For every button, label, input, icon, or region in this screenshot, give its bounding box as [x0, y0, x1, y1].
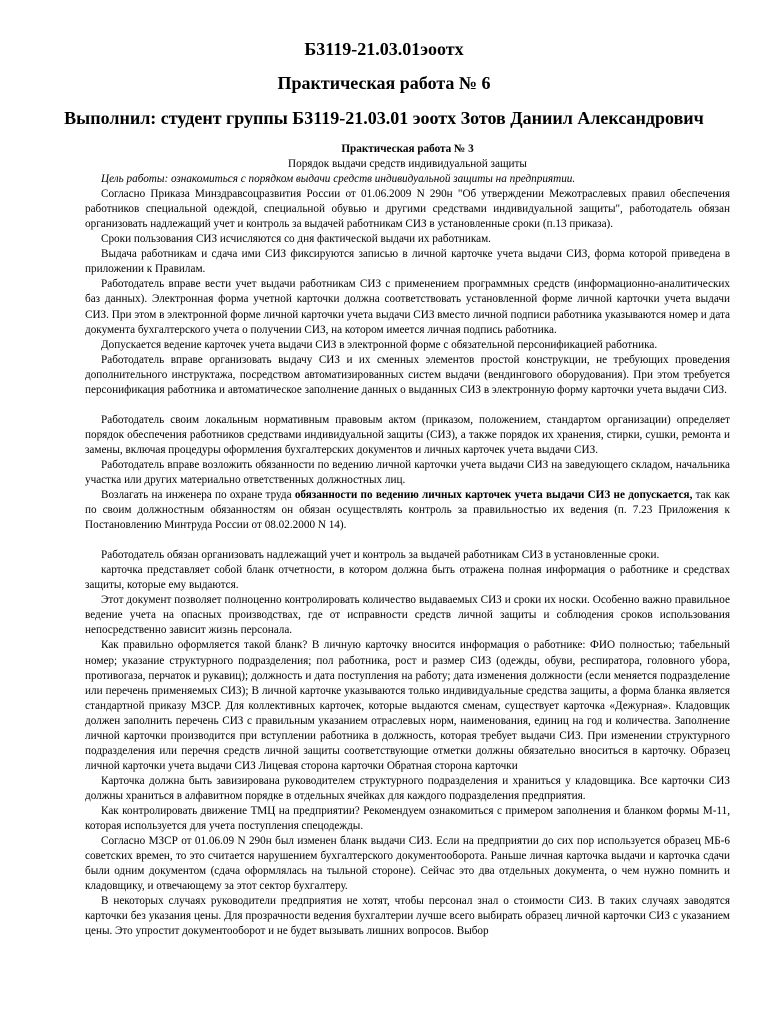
paragraph: Согласно Приказа Минздравсоцразвития России от 01.06.2009 N 290н "Об утверждении Межотраслевых правил обеспечения работников специальной одеждой, специальной обувью и другими средствами индивидуальной защиты", работодатель обязан организовать надлежащий учет и контроль за выдачей работникам СИЗ в установленные сроки (п.13 приказа). [85, 188, 730, 231]
spacer [85, 533, 730, 548]
paragraph: Этот документ позволяет полноценно контролировать количество выдаваемых СИЗ и сроки их носки. Особенно важно правильное ведение учета на опасных производствах, где от исправности средств личной защиты и соблюдения сроков использования непосредственно зависит жизнь персонала. [85, 594, 730, 637]
document-title: Практическая работа № 3 [341, 143, 474, 155]
paragraph: В некоторых случаях руководители предприятия не хотят, чтобы персонал знал о стоимости СИЗ. В таких случаях заводятся карточки без указания цены. Для прозрачности ведения бухгалтерии лучше всего выбирать образец личной карточки СИЗ с указанием цены. Это упростит документооборот и не будет вызывать лишних вопросов. Выбор [85, 895, 730, 938]
bold-text: обязанности по ведению личных карточек учета выдачи СИЗ не допускается, [294, 489, 693, 502]
paragraph: Как правильно оформляется такой бланк? В личную карточку вносится информация о работнике: ФИО полностью; табельный номер; указание структурного подразделения; пол работника, рост и размер СИЗ (одежды, обуви, респиратора, головного убора, противогаза, перчаток и рукавиц); должность и дата поступления на работу; дата изменения должности (если меняется подразделение или перечень применяемых СИЗ); В личной карточке указываются только индивидуальные средства защиты, а форма бланка является стандартной приказу МЗСР. Для коллективных карточек, которые выдаются сменам, существует карточка «Дежурная». Кладовщик должен заполнить перечень СИЗ с правильным указанием отраслевых норм, наименования, единиц на год и количества. Заполнение личной карточки производится при вступлении работника в должность, которая требует выдачи СИЗ. При изменении структурного подразделения или перечня средств личной защиты соответствующие отметки должны обязательно вноситься в карточку. Образец личной карточки учета выдачи СИЗ Лицевая сторона карточки Обратная сторона карточки [85, 639, 730, 772]
group-code-heading: Б3119-21.03.01эоотх [304, 39, 464, 59]
paragraph: Выдача работникам и сдача ими СИЗ фиксируются записью в личной карточке учета выдачи СИЗ, форма которой приведена в приложении к Правилам. [85, 248, 730, 276]
paragraph: Работодатель вправе организовать выдачу СИЗ и их сменных элементов простой конструкции, не требующих проведения дополнительного инструктажа, посредством автоматизированных систем выдачи (вендингового оборудования). При этом требуется персонификация работника и автоматическое заполнение данных о выданных СИЗ в электронную форму карточки учета выдачи СИЗ. [85, 353, 730, 396]
paragraph: Допускается ведение карточек учета выдачи СИЗ в электронной форме с обязательной персонификацией работника. [101, 338, 658, 351]
work-goal: Цель работы: ознакомиться с порядком выдачи средств индивидуальной защиты на предприятии. [101, 173, 576, 186]
spacer [85, 398, 730, 413]
paragraph: Как контролировать движение ТМЦ на предприятии? Рекомендуем ознакомиться с примером заполнения и бланком формы М-11, которая используется для учета поступления спецодежды. [85, 804, 730, 833]
paragraph: карточка представляет собой бланк отчетности, в котором должна быть отражена полная информация о работнике и средствах защиты, которые ему выдаются. [85, 564, 730, 592]
paragraph: Работодатель вправе возложить обязанности по ведению личной карточки учета выдачи СИЗ на заведующего складом, начальника участка или других материально ответственных должностных лиц. [85, 458, 730, 486]
paragraph: Сроки пользования СИЗ исчисляются со дня фактической выдачи их работникам. [101, 233, 491, 246]
work-title-heading: Практическая работа № 6 [277, 73, 491, 93]
paragraph: Согласно МЗСР от 01.06.09 N 290н был изменен бланк выдачи СИЗ. Если на предприятии до сих пор используется образец МБ-6 советских времен, то это считается нарушением бухгалтерского документооборота. Раньше личная карточка выдачи и карточка сдачи были одним документом (сдача оформлялась на тыльной стороне). Сейчас это два отдельных документа, о чем нужно помнить и кладовщику, и отвечающему за этот сектор бухгалтеру. [85, 835, 730, 893]
paragraph: Карточка должна быть завизирована руководителем структурного подразделения и храниться у кладовщика. Все карточки СИЗ должны храниться в алфавитном порядке в отдельных ячейках для каждого подразделения предприятия. [85, 774, 730, 802]
paragraph: Работодатель вправе вести учет выдачи работникам СИЗ с применением программных средств (информационно-аналитических баз данных). Электронная форма учетной карточки должна соответствовать установленной форме личной карточки учета выдачи СИЗ. При этом в электронной форме личной карточки учета выдачи СИЗ вместо личной подписи работника указываются номер и дата документа бухгалтерского учета о получении СИЗ, на котором имеется личная подпись работника. [85, 278, 730, 336]
paragraph-with-bold [85, 488, 730, 533]
author-heading: Выполнил: студент группы Б3119-21.03.01 эоотх Зотов Даниил Александрович [64, 108, 704, 128]
paragraph: Работодатель своим локальным нормативным правовым актом (приказом, положением, стандартом организации) определяет порядок обеспечения работников средствами индивидуальной защиты (СИЗ), а также порядок их хранения, стирки, сушки, ремонта и замены, включая процедуры оформления бухгалтерских документов и личных карточек учета выдачи СИЗ. [85, 413, 730, 456]
paragraph-text: Возлагать на инженера по охране труда [101, 489, 295, 502]
document-subtitle: Порядок выдачи средств индивидуальной защиты [288, 158, 527, 171]
document-body [85, 142, 730, 939]
paragraph: Работодатель обязан организовать надлежащий учет и контроль за выдачей работникам СИЗ в установленные сроки. [101, 549, 660, 562]
paragraph-text: так как по своим должностным обязанностям он обязан осуществлять контроль за правильностью их ведения (п. 7.23 Приложения к Постановлению Минтруда России от 08.02.2000 N 14). [85, 489, 730, 532]
